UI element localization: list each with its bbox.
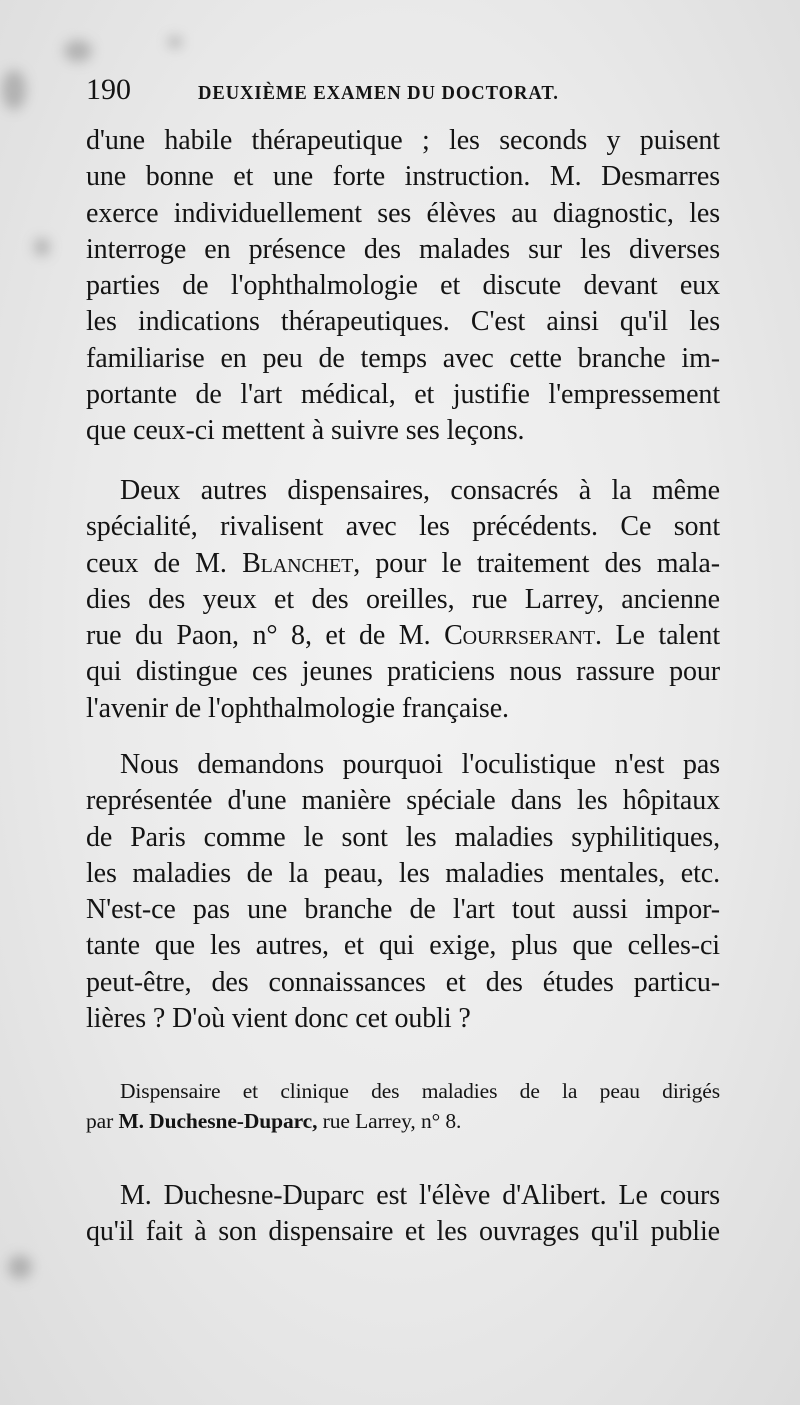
ink-smudge xyxy=(8,1255,32,1279)
text-line: de Paris comme le sont les maladies syphilitiques, xyxy=(86,821,720,853)
person-name: Courrserant xyxy=(444,620,596,652)
text-line: l'avenir de l'ophthalmologie française. xyxy=(86,692,509,724)
text-line: tante que les autres, et qui exige, plus que celles-ci xyxy=(86,930,720,962)
text-line xyxy=(86,618,720,654)
text-line: portante de l'art médical, et justifie l'empressement xyxy=(86,379,720,411)
page-number: 190 xyxy=(86,73,131,106)
text-fragment: par xyxy=(86,1109,119,1133)
person-name: Blanchet xyxy=(242,547,354,579)
paragraph-4 xyxy=(86,1178,720,1251)
text-line: spécialité, rivalisent avec les précédents. Ce sont xyxy=(86,511,720,543)
text-line: interroge en présence des malades sur les diverses xyxy=(86,233,720,265)
text-line: que ceux-ci mettent à suivre ses leçons. xyxy=(86,415,525,447)
text-line: d'une habile thérapeutique ; les seconds y puisent xyxy=(86,125,720,156)
ink-smudge xyxy=(168,36,182,48)
paragraph-3 xyxy=(86,747,720,1037)
text-line: représentée d'une manière spéciale dans les hôpitaux xyxy=(86,785,720,817)
text-line: peut-être, des connaissances et des études particu- xyxy=(86,966,720,998)
section-heading xyxy=(86,1076,720,1136)
text-fragment: . Le talent xyxy=(595,620,721,652)
text-line: dies des yeux et des oreilles, rue Larrey, ancienne xyxy=(86,583,720,615)
text-line xyxy=(86,546,720,582)
text-fragment: ceux de M. xyxy=(86,547,243,579)
text-line: exerce individuellement ses élèves au diagnostic, les xyxy=(86,197,720,229)
person-name: M. Duchesne-Duparc, xyxy=(118,1109,318,1133)
text-line xyxy=(86,1106,720,1136)
paragraph-1 xyxy=(86,123,720,450)
text-line: qui distingue ces jeunes praticiens nous rassure pour xyxy=(86,656,720,688)
paragraph-2 xyxy=(86,473,720,727)
text-line: N'est-ce pas une branche de l'art tout aussi impor- xyxy=(86,894,720,926)
text-line: les maladies de la peau, les maladies mentales, etc. xyxy=(86,857,720,889)
text-fragment: , pour le traitement des mala- xyxy=(353,547,720,579)
text-line: Deux autres dispensaires, consacrés à la même xyxy=(120,475,720,506)
ink-smudge xyxy=(34,238,50,256)
text-line: les indications thérapeutiques. C'est ainsi qu'il les xyxy=(86,306,720,338)
ink-smudge xyxy=(64,40,92,62)
ink-smudge xyxy=(2,70,26,110)
text-line: parties de l'ophthalmologie et discute devant eux xyxy=(86,270,720,302)
text-line: M. Duchesne-Duparc est l'élève d'Alibert. Le cours xyxy=(120,1180,720,1211)
page-header xyxy=(86,70,726,114)
text-line: Nous demandons pourquoi l'oculistique n'est pas xyxy=(120,749,720,780)
text-fragment: rue du Paon, n° 8, et de M. xyxy=(86,620,445,652)
text-line: qu'il fait à son dispensaire et les ouvrages qu'il publie xyxy=(86,1216,720,1248)
running-head: DEUXIÈME EXAMEN DU DOCTORAT. xyxy=(198,82,559,104)
text-fragment: rue Larrey, n° 8. xyxy=(317,1109,462,1133)
text-line: lières ? D'où vient donc cet oubli ? xyxy=(86,1003,471,1035)
text-line: une bonne et une forte instruction. M. Desmarres xyxy=(86,161,720,193)
text-line: familiarise en peu de temps avec cette branche im- xyxy=(86,342,720,374)
text-line: Dispensaire et clinique des maladies de la peau dirigés xyxy=(120,1079,720,1103)
